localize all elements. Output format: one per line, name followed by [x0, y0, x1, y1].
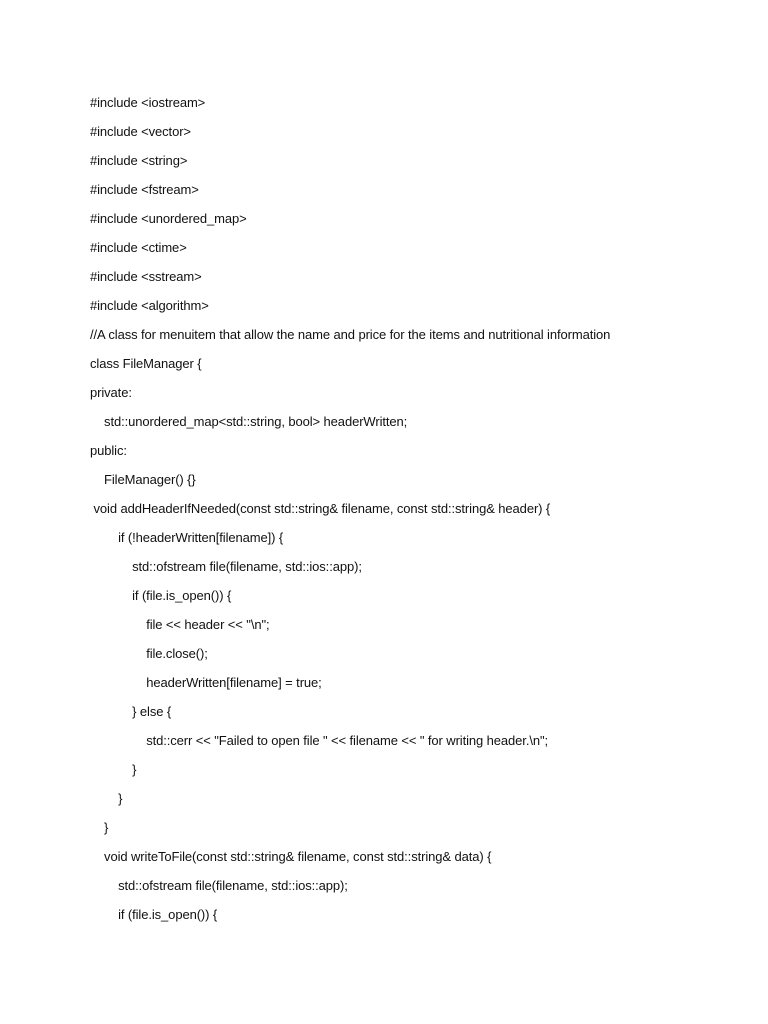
code-line: #include <sstream>	[90, 269, 202, 284]
code-text-block	[90, 88, 730, 929]
code-line: file << header << "\n";	[90, 617, 270, 632]
code-line: std::cerr << "Failed to open file " << filename << " for writing header.\n";	[90, 733, 548, 748]
code-line: #include <string>	[90, 153, 188, 168]
code-line: std::ofstream file(filename, std::ios::app);	[90, 878, 348, 893]
code-line: if (file.is_open()) {	[90, 588, 232, 603]
code-line: private:	[90, 385, 132, 400]
code-line: }	[90, 791, 123, 806]
comment-line: //A class for menuitem that allow the name and price for the items and nutritional information	[90, 327, 611, 342]
code-line: #include <unordered_map>	[90, 211, 247, 226]
code-line: } else {	[90, 704, 172, 719]
code-line: file.close();	[90, 646, 208, 661]
code-line: headerWritten[filename] = true;	[90, 675, 322, 690]
code-line: FileManager() {}	[90, 472, 196, 487]
code-line: }	[90, 762, 137, 777]
code-line: public:	[90, 443, 127, 458]
code-line: void addHeaderIfNeeded(const std::string& filename, const std::string& header) {	[90, 501, 551, 516]
code-line: }	[90, 820, 109, 835]
code-line: class FileManager {	[90, 356, 202, 371]
code-line: std::ofstream file(filename, std::ios::app);	[90, 559, 362, 574]
code-line: if (!headerWritten[filename]) {	[90, 530, 284, 545]
code-line: std::unordered_map<std::string, bool> headerWritten;	[90, 414, 408, 429]
code-line: void writeToFile(const std::string& filename, const std::string& data) {	[90, 849, 492, 864]
code-line: #include <fstream>	[90, 182, 199, 197]
code-line: if (file.is_open()) {	[90, 907, 218, 922]
code-line: #include <iostream>	[90, 95, 206, 110]
code-line: #include <algorithm>	[90, 298, 209, 313]
code-line: #include <vector>	[90, 124, 191, 139]
code-line: #include <ctime>	[90, 240, 187, 255]
